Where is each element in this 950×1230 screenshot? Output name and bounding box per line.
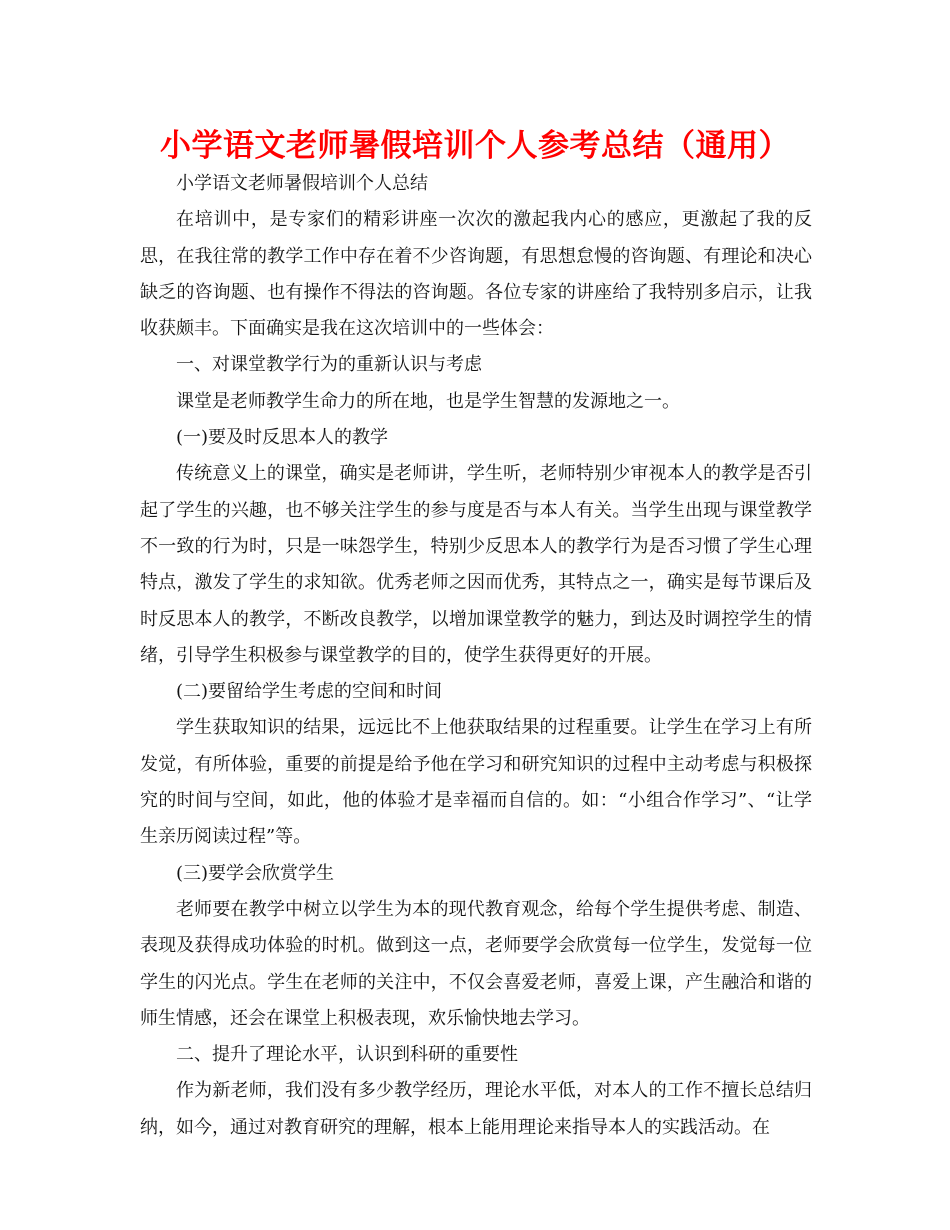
subsection-heading-3: (三)要学会欣赏学生	[176, 862, 335, 884]
body-paragraph: 传统意义上的课堂，确实是老师讲，学生听，老师特别少审视本人的教学是否引起了学生的兴趣，也不够关注学生的参与度是否与本人有关。当学生出现与课堂教学不一致的行为时，只是一味怨学生，特别少反思本人的教学行为是否习惯了学生心理特点，激发了学生的求知欲。优秀老师之因而优秀，其特点之一，确实是每节课后及时反思本人的教学，不断改良教学，以增加课堂教学的魅力，到达及时调控学生的情绪，引导学生积极参与课堂教学的目的，使学生获得更好的开展。	[140, 463, 812, 666]
subsection-heading-1: (一)要及时反思本人的教学	[176, 427, 389, 449]
document-body	[140, 166, 812, 1146]
subsection-heading-2: (二)要留给学生考虑的空间和时间	[176, 681, 443, 703]
section-heading-1: 一、对课堂教学行为的重新认识与考虑	[176, 354, 482, 376]
document-title: 小学语文老师暑假培训个人参考总结（通用）	[160, 128, 790, 164]
subtitle-paragraph: 小学语文老师暑假培训个人总结	[176, 173, 428, 194]
body-paragraph: 老师要在教学中树立以学生为本的现代教育观念，给每个学生提供考虑、制造、表现及获得成功体验的时机。做到这一点，老师要学会欣赏每一位学生，发觉每一位学生的闪光点。学生在老师的关注中，不仅会喜爱老师，喜爱上课，产生融洽和谐的师生情感，还会在课堂上积极表现，欢乐愉快地去学习。	[140, 898, 812, 1029]
section-heading-2: 二、提升了理论水平，认识到科研的重要性	[176, 1044, 518, 1066]
body-paragraph: 课堂是老师教学生命力的所在地，也是学生智慧的发源地之一。	[176, 390, 680, 412]
body-paragraph: 作为新老师，我们没有多少教学经历，理论水平低，对本人的工作不擅长总结归纳，如今，通过对教育研究的理解，根本上能用理论来指导本人的实践活动。在	[140, 1080, 812, 1138]
body-paragraph: 学生获取知识的结果，远远比不上他获取结果的过程重要。让学生在学习上有所发觉，有所体验，重要的前提是给予他在学习和研究知识的过程中主动考虑与积极探究的时间与空间，如此，他的体验才是幸福而自信的。如：“小组合作学习”、“让学生亲历阅读过程”等。	[140, 717, 812, 848]
intro-paragraph: 在培训中，是专家们的精彩讲座一次次的激起我内心的感应，更激起了我的反思，在我往常的教学工作中存在着不少咨询题，有思想怠慢的咨询题、有理论和决心缺乏的咨询题、也有操作不得法的咨询题。各位专家的讲座给了我特别多启示，让我收获颇丰。下面确实是我在这次培训中的一些体会：	[140, 209, 812, 340]
